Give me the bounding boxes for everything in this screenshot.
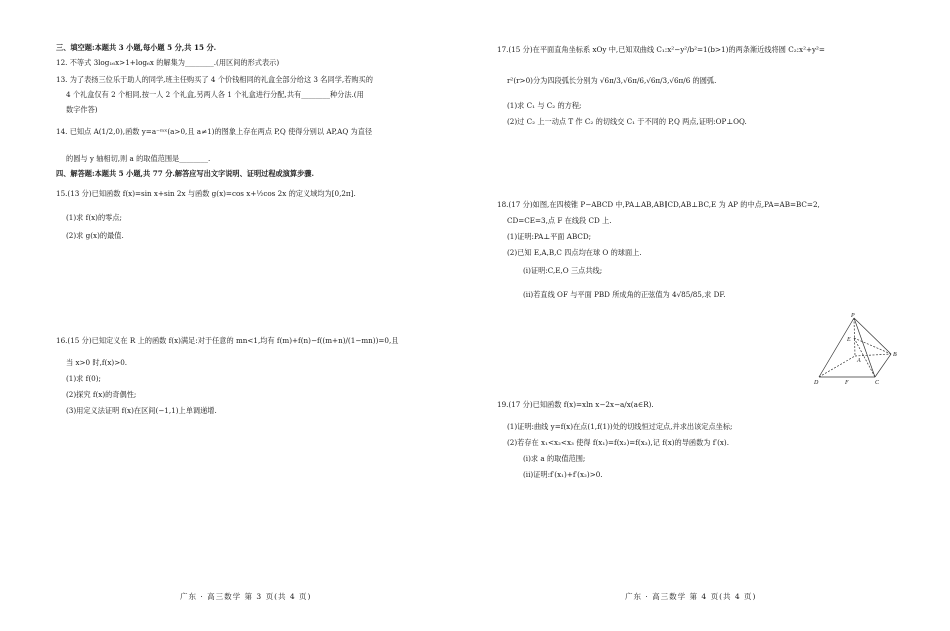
pyramid-figure [811, 312, 901, 388]
question-16-part-1: (1)求 f(0); [66, 374, 101, 383]
question-18-part-2: (2)已知 E,A,B,C 四点均在球 O 的球面上. [507, 248, 642, 257]
edge-pc [854, 318, 875, 377]
page-footer-3: 广东 · 高三数学 第 3 页(共 4 页) [180, 592, 312, 601]
question-15-part-2: (2)求 g(x)的最值. [66, 231, 124, 240]
question-16-part-3: (3)用定义法证明 f(x)在区间(−1,1)上单调递增. [66, 406, 217, 415]
question-14-line-2: 的圆与 y 轴相切,则 a 的取值范围是________. [66, 154, 211, 163]
question-19-part-2-ii: (ii)证明:f′(x₁)+f′(x₂)>0. [523, 470, 603, 479]
question-16-stem-line-2: 当 x>0 时,f(x)>0. [66, 358, 128, 367]
question-15-part-1: (1)求 f(x)的零点; [66, 213, 122, 222]
page-footer-4: 广东 · 高三数学 第 4 页(共 4 页) [625, 592, 757, 601]
question-17-line-1: 17.(15 分)在平面直角坐标系 xOy 中,已知双曲线 C₁:x²−y²/b²=1(b>1)的两条渐近线将圆 C₂:x²+y²= [497, 45, 825, 54]
question-13-line-3: 数字作答) [66, 105, 98, 114]
question-17-part-1: (1)求 C₁ 与 C₂ 的方程; [507, 101, 582, 110]
question-16-stem-line-1: 16.(15 分)已知定义在 R 上的函数 f(x)满足:对于任意的 mn<1,均有 f(m)+f(n)−f((m+n)/(1−mn))=0,且 [56, 336, 399, 345]
label-a: A [857, 358, 861, 364]
label-f: F [845, 380, 849, 386]
question-13-line-1: 13. 为了表扬三位乐于助人的同学,班主任购买了 4 个价钱相同的礼盒全部分给这 3 名同学,若购买的 [56, 75, 373, 84]
question-15-stem: 15.(13 分)已知函数 f(x)=sin x+sin 2x 与函数 g(x)=cos x+½cos 2x 的定义域均为[0,2π]. [56, 189, 356, 198]
question-19-part-2: (2)若存在 x₁<x₂<x₃ 使得 f(x₁)=f(x₂)=f(x₃),记 f(x)的导函数为 f′(x). [507, 438, 730, 447]
edge-cb [875, 354, 891, 377]
question-18-part-2-i: (i)证明:C,E,O 三点共线; [523, 266, 603, 275]
question-19-stem: 19.(17 分)已知函数 f(x)=xln x−2x−a/x(a∈R). [497, 400, 654, 409]
label-d: D [814, 380, 819, 386]
label-e: E [847, 337, 851, 343]
question-18-line-2: CD=CE=3,点 F 在线段 CD 上. [507, 216, 612, 225]
question-16-part-2: (2)探究 f(x)的奇偶性; [66, 390, 137, 399]
right-page [475, 0, 950, 631]
label-c: C [875, 380, 880, 386]
question-17-line-2: r²(r>0)分为四段弧长分别为 √6π/3,√6π/6,√6π/3,√6π/6 的圆弧. [507, 76, 717, 85]
edge-pd [819, 318, 854, 377]
question-19-part-2-i: (i)求 a 的取值范围; [523, 454, 586, 463]
question-18-part-1: (1)证明:PA⊥平面 ABCD; [507, 232, 592, 241]
section-3-heading: 三、填空题:本题共 3 小题,每小题 5 分,共 15 分. [56, 43, 217, 52]
section-4-heading: 四、解答题:本题共 5 小题,共 77 分.解答应写出文字说明、证明过程或演算步骤. [56, 169, 314, 178]
edge-pa [854, 318, 855, 356]
question-19-part-1: (1)证明:曲线 y=f(x)在点(1,f(1))处的切线恒过定点,并求出该定点坐标; [507, 422, 733, 431]
segment-eb [854, 338, 891, 354]
label-b: B [893, 352, 897, 358]
question-17-part-2: (2)过 C₂ 上一动点 T 作 C₂ 的切线交 C₁ 于不同的 P,Q 两点,证明:OP⊥OQ. [507, 117, 747, 126]
question-18-part-2-ii: (ii)若直线 OF 与平面 PBD 所成角的正弦值为 4√85/85,求 DF. [523, 290, 726, 299]
edge-ab [855, 354, 891, 356]
question-18-line-1: 18.(17 分)如图,在四棱锥 P−ABCD 中,PA⊥AB,AB∥CD,AB⊥BC,E 为 AP 的中点,PA=AB=BC=2, [497, 200, 820, 209]
question-14-line-1: 14. 已知点 A(1/2,0),函数 y=a⁻ᵐˣ(a>0,且 a≠1)的图象上存在两点 P,Q 使得分别以 AP,AQ 为直径 [56, 127, 373, 136]
label-p: P [851, 313, 855, 319]
question-13-line-2: 4 个礼盒仅有 2 个相同,按一人 2 个礼盒,另两人各 1 个礼盒进行分配,共有________种分法.(用 [66, 90, 364, 99]
question-12: 12. 不等式 3log₁₆x>1+log₆x 的解集为________.(用区间的形式表示) [56, 58, 280, 67]
edge-da [819, 356, 855, 377]
